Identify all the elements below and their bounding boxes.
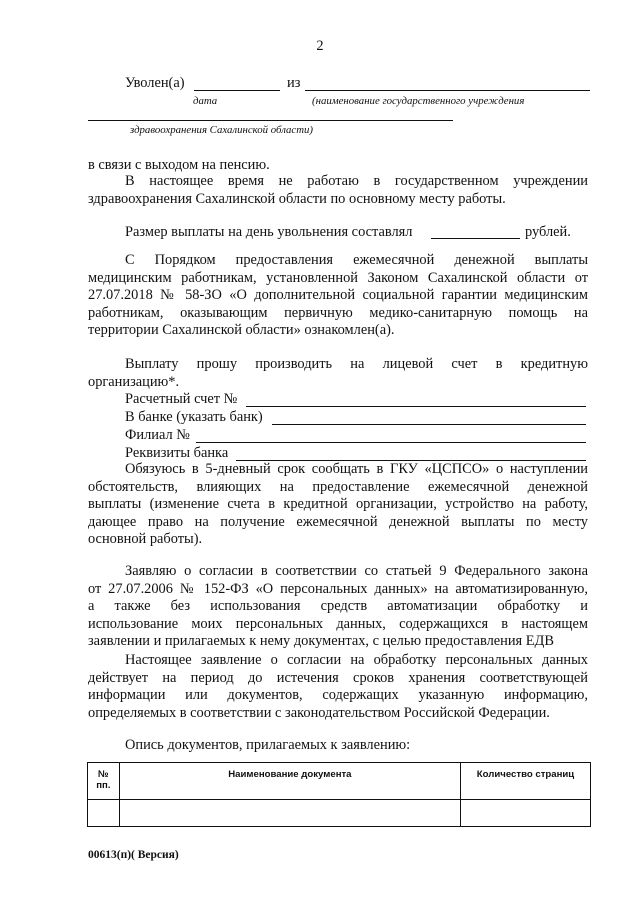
institution-hint-1: (наименование государственного учреждения	[312, 95, 525, 107]
dismissal-date-field[interactable]	[194, 90, 280, 91]
account-number-label: Расчетный счет №	[125, 391, 238, 407]
consent-validity-paragraph	[88, 652, 588, 722]
text-line: дающее право на получение ежемесячной денежной выплаты по месту	[88, 513, 588, 530]
footer-code	[88, 849, 179, 861]
text-line: от 27.07.2006 № 152-ФЗ «О персональных данных» на автоматизированную,	[88, 580, 588, 597]
dismissal-reason: в связи с выходом на пенсию.	[88, 157, 270, 173]
text-line: организацию*.	[88, 373, 180, 390]
not-working-paragraph	[88, 173, 588, 208]
header-document-name: Наименование документа	[119, 763, 460, 800]
text-line: обстоятельств, влияющих на предоставление ежемесячной денежной	[88, 478, 588, 495]
text-line: Заявляю о согласии в соответствии со статьей 9 Федерального закона	[125, 563, 588, 579]
institution-field-continued[interactable]	[88, 120, 453, 121]
text-line: использование моих персональных данных, содержащихся в настоящем	[88, 615, 588, 632]
text-line: 27.07.2018 № 58-ЗО «О дополнительной социальной гарантии медицинским	[88, 287, 588, 304]
table-cell[interactable]	[88, 800, 120, 827]
text-line: действует на период до истечения сроков хранения соответствующей	[88, 669, 588, 686]
header-page-count: Количество страниц	[460, 763, 590, 800]
institution-field[interactable]	[305, 90, 590, 91]
header-number-sign: №	[98, 769, 109, 780]
text-line: выплаты (изменение счета в кредитной организации, устройство на работу,	[88, 496, 588, 513]
from-word: из	[287, 75, 301, 91]
text-line: работникам, оказывающим первичную медико-санитарную помощь на	[88, 304, 588, 321]
text-line: заявлении и прилагаемых к нему документах, с целью предоставления ЕДВ	[88, 633, 554, 650]
text-line: В настоящее время не работаю в государственном учреждении	[125, 173, 588, 189]
documents-table	[87, 762, 591, 827]
text-line: основной работы).	[88, 531, 203, 548]
text-line: определяемых в соответствии с законодательством Российской Федерации.	[88, 704, 550, 721]
bank-name-label: В банке (указать банк)	[125, 409, 263, 425]
table-cell[interactable]	[460, 800, 590, 827]
payment-amount-suffix: рублей.	[525, 224, 571, 240]
page-number: 2	[316, 38, 324, 54]
bank-details-label: Реквизиты банка	[125, 445, 229, 461]
account-number-field[interactable]	[246, 406, 586, 407]
header-number-abbr: пп.	[96, 780, 111, 791]
date-hint: дата	[193, 95, 218, 107]
text-line: Настоящее заявление о согласии на обработку персональных данных	[125, 652, 588, 668]
obligation-paragraph	[88, 461, 588, 549]
institution-hint-2: здравоохранения Сахалинской области)	[130, 124, 314, 136]
inventory-title: Опись документов, прилагаемых к заявлению:	[125, 737, 411, 753]
consent-paragraph	[88, 563, 588, 651]
text-line: Выплату прошу производить на лицевой счет в кредитную	[125, 356, 588, 372]
table-cell[interactable]	[119, 800, 460, 827]
header-number	[88, 763, 120, 800]
payment-request-paragraph	[88, 356, 588, 391]
branch-field[interactable]	[196, 442, 586, 443]
payment-amount-field[interactable]	[431, 238, 520, 239]
text-line: информации или документов, содержащих указанную информацию,	[88, 687, 588, 704]
text-line: здравоохранения Сахалинской области по основному месту работы.	[88, 190, 506, 207]
branch-label: Филиал №	[125, 427, 190, 443]
payment-amount-label: Размер выплаты на день увольнения составлял	[125, 224, 413, 240]
text-line: а также без использования средств автоматизации обработку и	[88, 598, 588, 615]
text-line: Обязуюсь в 5-дневный срок сообщать в ГКУ «ЦСПСО» о наступлении	[125, 461, 588, 477]
bank-name-field[interactable]	[272, 424, 586, 425]
text-line: территории Сахалинской области» ознакомлен(а).	[88, 322, 395, 339]
table-row[interactable]	[88, 800, 591, 827]
text-line: С Порядком предоставления ежемесячной денежной выплаты	[125, 252, 588, 268]
dismissed-label: Уволен(а)	[125, 75, 185, 91]
table-header-row	[88, 763, 591, 800]
procedure-paragraph	[88, 252, 588, 340]
footer-text: 00613(п)( Версия)	[88, 849, 179, 861]
text-line: медицинским работникам, установленной Законом Сахалинской области от	[88, 269, 588, 286]
